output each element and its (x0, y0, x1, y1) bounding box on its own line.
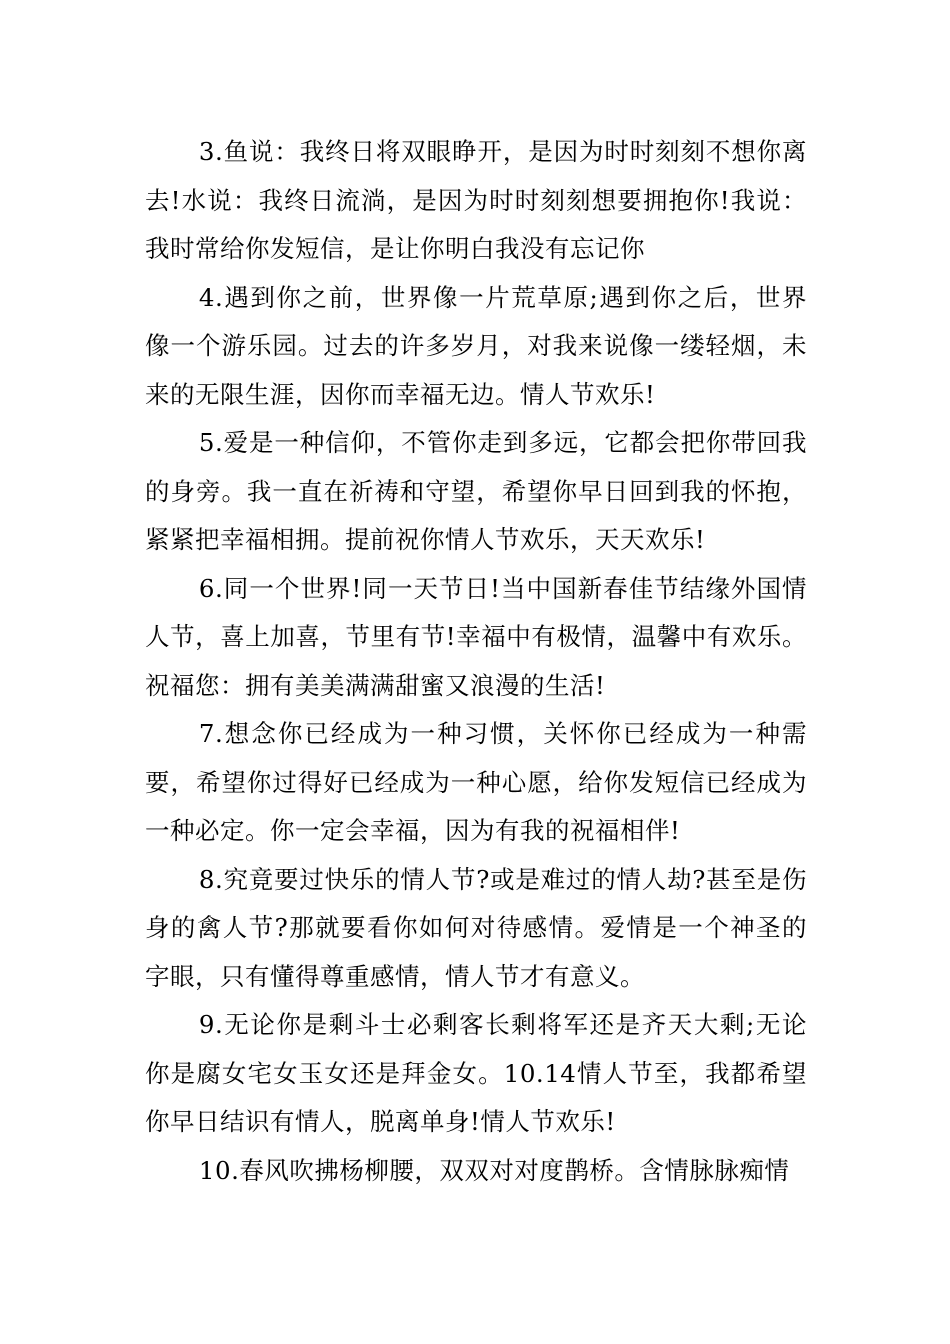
paragraph-8: 8.究竟要过快乐的情人节?或是难过的情人劫?甚至是伤身的禽人节?那就要看你如何对待感情。爱情是一个神圣的字眼，只有懂得尊重感情，情人节才有意义。 (145, 864, 807, 991)
paragraph-10: 10.春风吹拂杨柳腰，双双对对度鹊桥。含情脉脉痴情 (198, 1155, 790, 1185)
paragraph-4: 4.遇到你之前，世界像一片荒草原;遇到你之后，世界像一个游乐园。过去的许多岁月，对我来说像一缕轻烟，未来的无限生涯，因你而幸福无边。情人节欢乐! (145, 282, 807, 409)
paragraph-6: 6.同一个世界!同一天节日!当中国新春佳节结缘外国情人节，喜上加喜，节里有节!幸福中有极情，温馨中有欢乐。祝福您：拥有美美满满甜蜜又浪漫的生活! (145, 573, 807, 700)
paragraph-3: 3.鱼说：我终日将双眼睁开，是因为时时刻刻不想你离去!水说：我终日流淌，是因为时时刻刻想要拥抱你!我说：我时常给你发短信，是让你明白我没有忘记你 (145, 137, 807, 263)
paragraph-7: 7.想念你已经成为一种习惯，关怀你已经成为一种需要，希望你过得好已经成为一种心愿，给你发短信已经成为一种必定。你一定会幸福，因为有我的祝福相伴! (145, 719, 807, 845)
paragraph-5: 5.爱是一种信仰，不管你走到多远，它都会把你带回我的身旁。我一直在祈祷和守望，希望你早日回到我的怀抱，紧紧把幸福相拥。提前祝你情人节欢乐，天天欢乐! (145, 428, 807, 554)
paragraph-9: 9.无论你是剩斗士必剩客长剩将军还是齐天大剩;无论你是腐女宅女玉女还是拜金女。10.14情人节至，我都希望你早日结识有情人，脱离单身!情人节欢乐! (145, 1010, 807, 1136)
document-body (145, 128, 807, 1195)
